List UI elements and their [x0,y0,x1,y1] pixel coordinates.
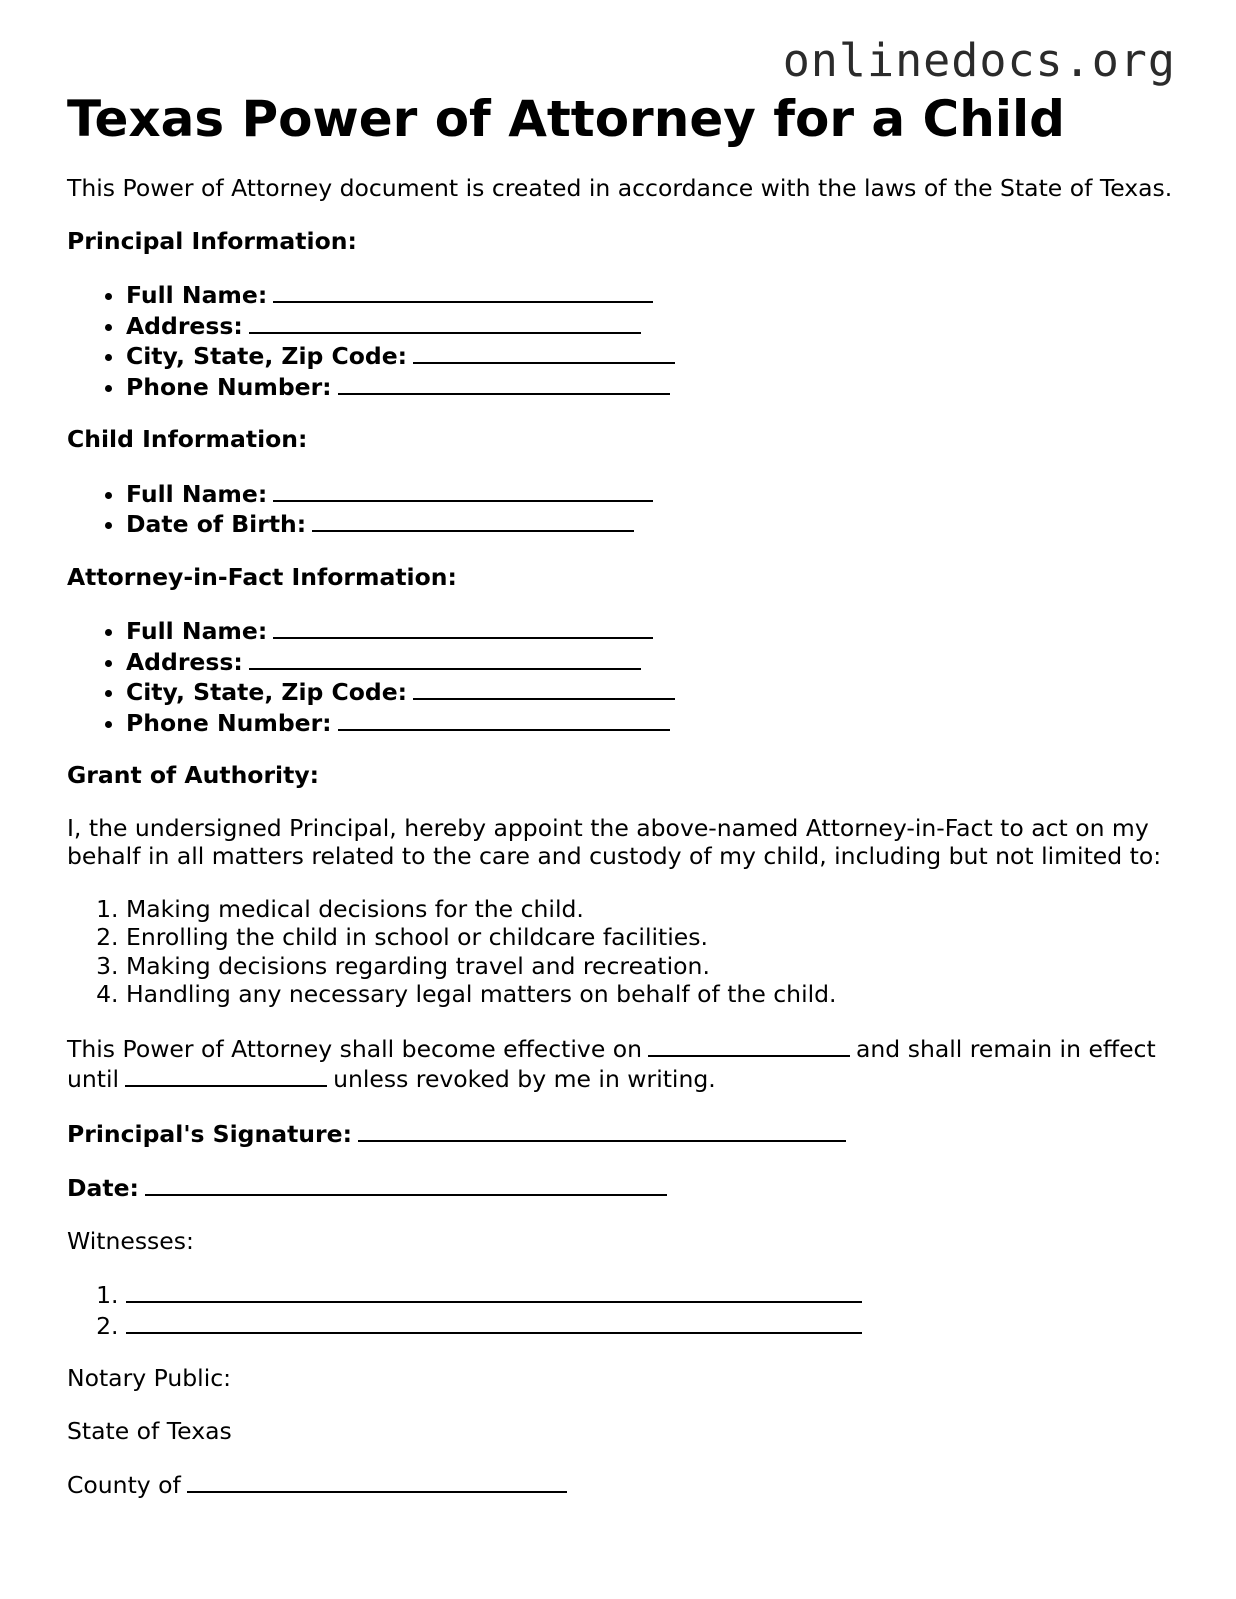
principal-full-name-blank[interactable] [273,279,653,303]
effective-text-1: This Power of Attorney shall become effective on [67,1034,643,1063]
document-title: Texas Power of Attorney for a Child [67,90,1065,148]
field-label: Date of Birth: [126,510,307,538]
grant-text: I, the undersigned Principal, hereby appoint the above-named Attorney-in-Fact to act on my behalf in all matters related to the care and custody of my child, including but not limited to: [67,813,1162,870]
list-item [126,1279,1177,1310]
county-line [67,1469,1177,1500]
field-label: Full Name: [126,479,268,508]
attorney-city-state-zip [126,676,1177,707]
effective-clause [67,1033,1177,1094]
principal-heading: Principal Information: [67,226,357,255]
field-label: City, State, Zip Code: [126,342,408,370]
attorney-heading: Attorney-in-Fact Information: [67,562,457,591]
field-label: City, State, Zip Code: [126,678,408,706]
child-fields [67,478,1177,539]
attorney-phone [126,707,1177,738]
county-blank[interactable] [187,1469,567,1493]
attorney-phone-blank[interactable] [338,707,670,731]
principal-signature-line [67,1118,1177,1149]
witnesses-label: Witnesses: [67,1226,194,1255]
field-label: Address: [126,647,243,676]
child-full-name-blank[interactable] [273,478,653,502]
field-label: Full Name: [126,281,268,309]
principal-phone [126,371,1177,402]
date-label: Date: [67,1174,139,1202]
document [67,90,1177,1500]
field-label: Phone Number: [126,708,332,737]
child-date-of-birth-blank[interactable] [312,508,634,532]
field-label: Phone Number: [126,372,332,401]
effective-text-3: unless revoked by me in writing. [333,1065,716,1093]
intro-text: This Power of Attorney document is created in accordance with the laws of the State of Texas. [67,174,1173,202]
field-label: Full Name: [126,617,268,645]
principal-city-state-zip-blank[interactable] [413,340,675,364]
witness-1-blank[interactable] [126,1279,862,1303]
principal-fields [67,279,1177,401]
effective-text-2: and shall remain in effect until [67,1034,1156,1093]
effective-start-blank[interactable] [648,1033,850,1057]
grant-heading: Grant of Authority: [67,761,320,789]
list-item: 2. Enrolling the child in school or childcare facilities. [126,923,1177,952]
attorney-fields [67,615,1177,737]
date-line [67,1172,1177,1203]
notary-label: Notary Public: [67,1364,232,1392]
effective-end-blank[interactable] [125,1063,327,1087]
date-blank[interactable] [145,1172,667,1196]
witness-2-blank[interactable] [126,1310,862,1334]
attorney-full-name [126,615,1177,646]
field-label: Address: [126,311,243,340]
attorney-address [126,646,1177,677]
child-date-of-birth [126,508,1177,539]
signature-label: Principal's Signature: [67,1119,352,1148]
principal-city-state-zip [126,340,1177,371]
state-label: State of Texas [67,1416,232,1445]
watermark: onlinedocs.org [782,34,1176,87]
list-item: 4. Handling any necessary legal matters on behalf of the child. [126,980,1177,1009]
witness-list [67,1279,1177,1340]
child-full-name [126,478,1177,509]
county-label: County of [67,1471,181,1499]
principal-address-blank[interactable] [249,310,641,334]
list-item: 1. Making medical decisions for the child. [126,895,1177,924]
grant-items [67,895,1177,1009]
attorney-city-state-zip-blank[interactable] [413,676,675,700]
attorney-full-name-blank[interactable] [273,615,653,639]
principal-address [126,310,1177,341]
principal-full-name [126,279,1177,310]
principal-phone-blank[interactable] [338,371,670,395]
child-heading: Child Information: [67,425,308,453]
list-item [126,1310,1177,1341]
attorney-address-blank[interactable] [249,646,641,670]
principal-signature-blank[interactable] [358,1118,846,1142]
list-item: 3. Making decisions regarding travel and recreation. [126,952,1177,981]
